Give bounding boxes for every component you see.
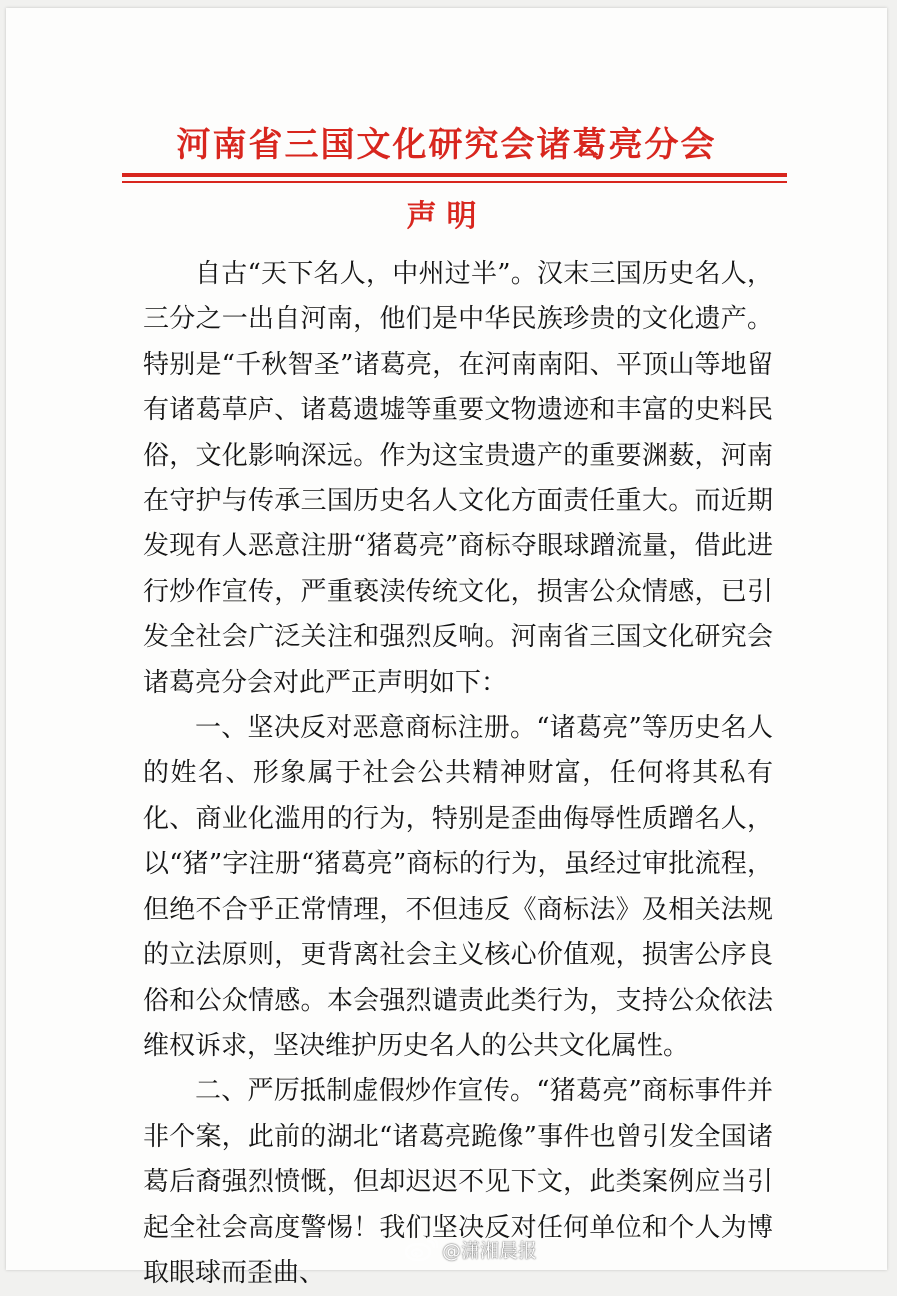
header-rule-thin — [122, 181, 787, 183]
paragraph-point-two: 二、严厉抵制虚假炒作宣传。“猪葛亮”商标事件并非个案，此前的湖北“诸葛亮跪像”事件也曾引发全国诸葛后裔强烈愤慨，但却迟迟不见下文，此类案例应当引起全社会高度警惕！我们坚决反对任何单位和个人为博取眼球而歪曲、 — [143, 1076, 773, 1288]
document-title: 声明 — [406, 199, 487, 234]
document-page — [6, 8, 887, 1288]
organization-header: 河南省三国文化研究会诸葛亮分会 — [176, 125, 717, 165]
paragraph-point-one: 一、坚决反对恶意商标注册。“诸葛亮”等历史名人的姓名、形象属于社会公共精神财富，任何将其私有化、商业化滥用的行为，特别是歪曲侮辱性质蹭名人，以“猪”字注册“猪葛亮”商标的行为，虽经过审批流程，但绝不合乎正常情理，不但违反《商标法》及相关法规的立法原则，更背离社会主义核心价值观，损害公序良俗和公众情感。本会强烈谴责此类行为，支持公众依法维权诉求，坚决维护历史名人的公共文化属性。 — [143, 713, 773, 1061]
statement-body — [143, 252, 773, 1296]
weibo-icon — [404, 1236, 438, 1262]
paragraph-intro: 自古“天下名人，中州过半”。汉末三国历史名人，三分之一出自河南，他们是中华民族珍贵的文化遗产。特别是“千秋智圣”诸葛亮，在河南南阳、平顶山等地留有诸葛草庐、诸葛遗墟等重要文物遗迹和丰富的史料民俗，文化影响深远。作为这宝贵遗产的重要渊薮，河南在守护与传承三国历史名人文化方面责任重大。而近期发现有人恶意注册“猪葛亮”商标夺眼球蹭流量，借此进行炒作宣传，严重亵渎传统文化，损害公众情感，已引发全社会广泛关注和强烈反响。河南省三国文化研究会诸葛亮分会对此严正声明如下： — [143, 259, 773, 698]
watermark-text: @潇湘晨报 — [442, 1239, 538, 1262]
source-watermark — [404, 1234, 537, 1264]
header-rule-thick — [122, 173, 787, 177]
